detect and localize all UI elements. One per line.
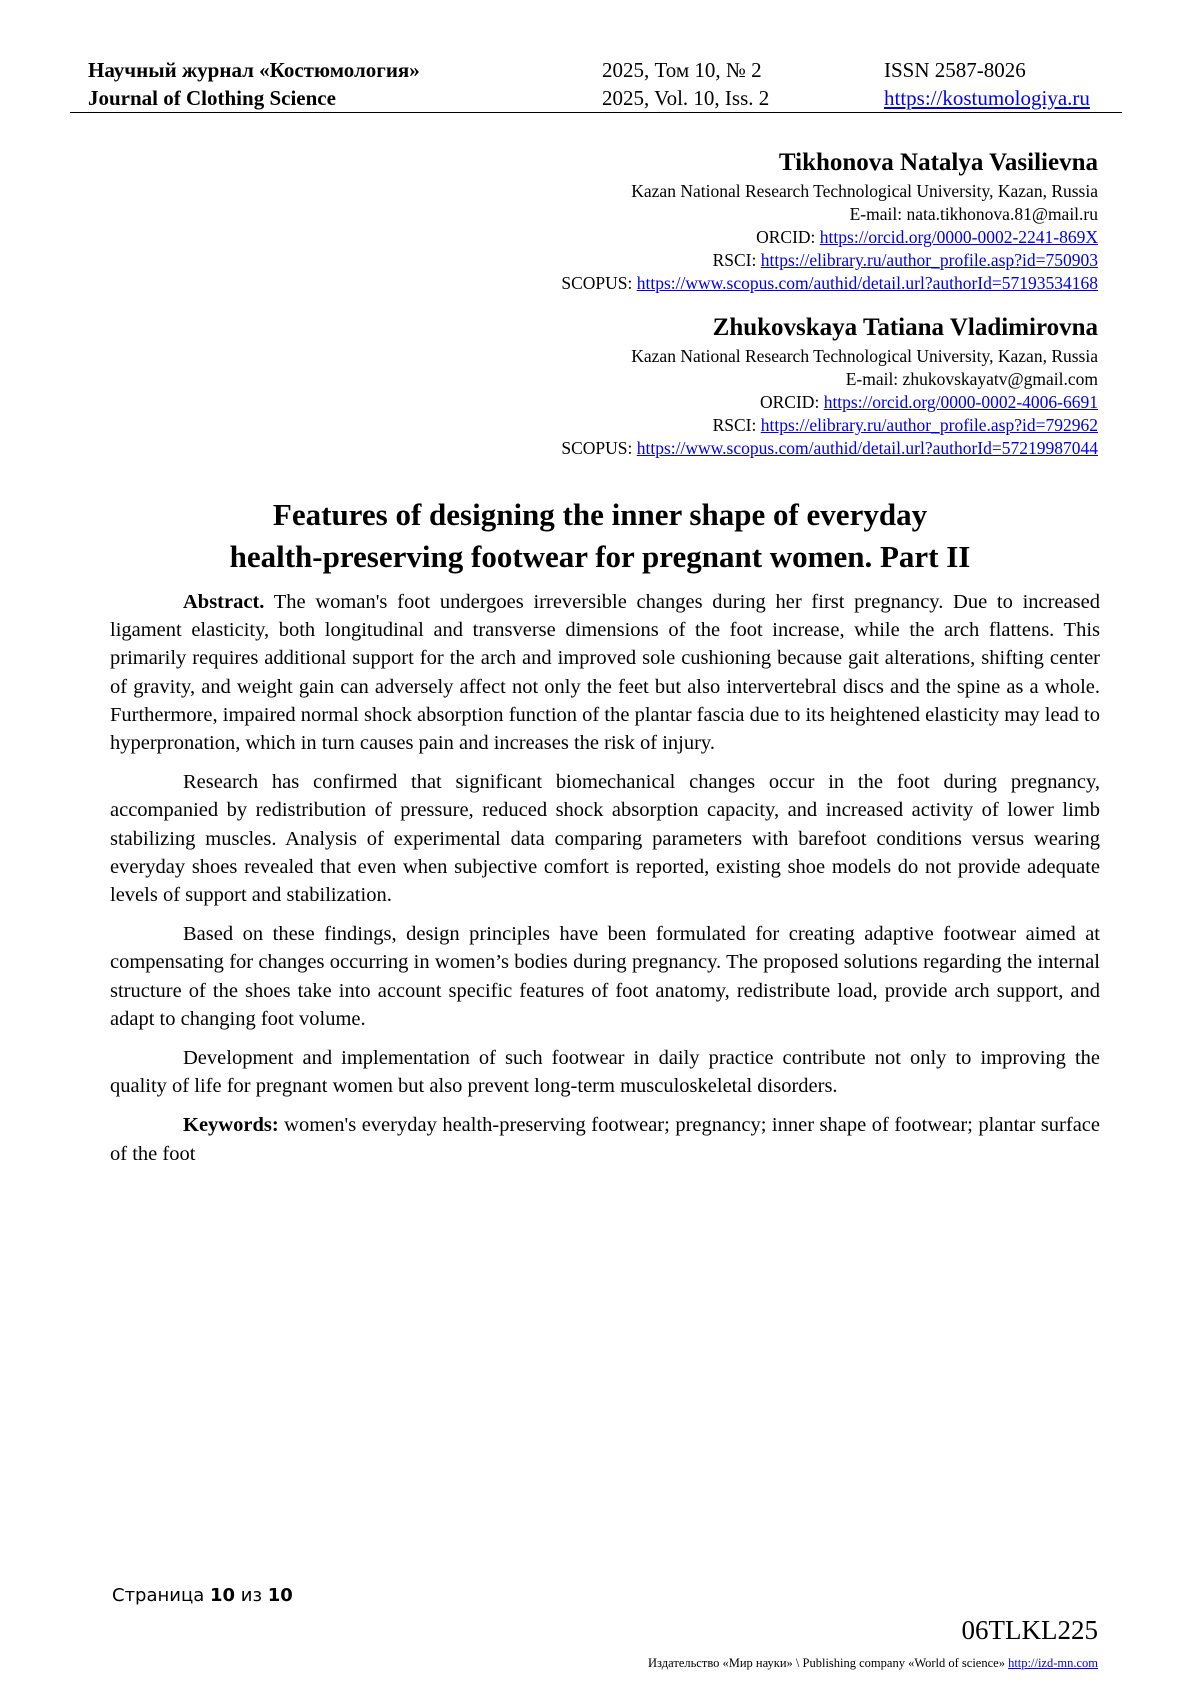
authors-block bbox=[88, 146, 1098, 476]
author-email: E-mail: zhukovskayatv@gmail.com bbox=[845, 369, 1098, 389]
author-affiliation: Kazan National Research Technological University, Kazan, Russia bbox=[631, 346, 1098, 366]
issue-ru: 2025, Том 10, № 2 bbox=[602, 58, 762, 82]
abstract-paragraph-1: Abstract. The woman's foot undergoes irreversible changes during her first pregnancy. Due to increased ligament elasticity, both longitudinal and transverse dimensions of the foot increase, while the arch flattens. This primarily requires additional support for the arch and improved sole cushioning because gait alterations, shifting center of gravity, and weight gain can adversely affect not only the feet but also intervertebral discs and the spine as a whole. Furthermore, impaired normal shock absorption function of the plantar fascia due to its heightened elasticity may lead to hyperpronation, which in turn causes pain and increases the risk of injury. bbox=[110, 591, 1100, 755]
author-scopus: SCOPUS: https://www.scopus.com/authid/detail.url?authorId=57219987044 bbox=[561, 438, 1098, 458]
abstract-paragraph-4: Development and implementation of such footwear in daily practice contribute not only to improving the quality of life for pregnant women but also prevent long-term musculoskeletal disorders. bbox=[110, 1047, 1100, 1098]
title-line-1: Features of designing the inner shape of everyday bbox=[272, 497, 928, 532]
author-rsci: RSCI: https://elibrary.ru/author_profile.asp?id=750903 bbox=[712, 250, 1098, 270]
abstract-paragraph-2: Research has confirmed that significant biomechanical changes occur in the foot during pregnancy, accompanied by redistribution of pressure, reduced shock absorption capacity, and increased activity of lower limb stabilizing muscles. Analysis of experimental data comparing parameters with barefoot conditions versus wearing everyday shoes revealed that even when subjective comfort is reported, existing shoe models do not provide adequate levels of support and stabilization. bbox=[110, 771, 1100, 907]
article-code: 06TLKL225 bbox=[961, 1615, 1098, 1645]
keywords-paragraph: Keywords: women's everyday health-preserving footwear; pregnancy; inner shape of footwear; plantar surface of the foot bbox=[110, 1114, 1100, 1165]
author-1 bbox=[88, 146, 1098, 295]
journal-name-block bbox=[88, 56, 420, 112]
journal-name-ru: Научный журнал «Костюмология» bbox=[88, 58, 420, 82]
author-email: E-mail: nata.tikhonova.81@mail.ru bbox=[849, 204, 1098, 224]
keywords-label: Keywords: bbox=[183, 1114, 279, 1137]
header-divider bbox=[70, 112, 1122, 113]
journal-name-en: Journal of Clothing Science bbox=[88, 86, 336, 110]
issue-en: 2025, Vol. 10, Iss. 2 bbox=[602, 86, 770, 110]
issn: ISSN 2587-8026 bbox=[884, 58, 1026, 82]
author-name: Tikhonova Natalya Vasilievna bbox=[778, 149, 1098, 176]
author-affiliation: Kazan National Research Technological University, Kazan, Russia bbox=[631, 181, 1098, 201]
article-title bbox=[100, 494, 1100, 578]
author-scopus: SCOPUS: https://www.scopus.com/authid/detail.url?authorId=57193534168 bbox=[561, 273, 1098, 293]
journal-header bbox=[88, 56, 1122, 112]
author-name: Zhukovskaya Tatiana Vladimirovna bbox=[712, 314, 1098, 341]
author-rsci: RSCI: https://elibrary.ru/author_profile.asp?id=792962 bbox=[712, 415, 1098, 435]
abstract-label: Abstract. bbox=[183, 591, 265, 613]
author-orcid: ORCID: https://orcid.org/0000-0002-2241-869X bbox=[756, 227, 1098, 247]
publisher-link[interactable]: http://izd-mn.com bbox=[1008, 1656, 1098, 1670]
orcid-link[interactable]: https://orcid.org/0000-0002-4006-6691 bbox=[823, 392, 1098, 412]
rsci-link[interactable]: https://elibrary.ru/author_profile.asp?id=792962 bbox=[760, 415, 1098, 435]
title-line-2: health-preserving footwear for pregnant women. Part II bbox=[229, 539, 971, 574]
issn-block bbox=[884, 56, 1090, 112]
author-2 bbox=[88, 311, 1098, 460]
journal-site-link[interactable]: https://kostumologiya.ru bbox=[884, 86, 1090, 110]
rsci-link[interactable]: https://elibrary.ru/author_profile.asp?id=750903 bbox=[760, 250, 1098, 270]
abstract-paragraph-3: Based on these findings, design principles have been formulated for creating adaptive footwear aimed at compensating for changes occurring in women’s bodies during pregnancy. The proposed solutions regarding the internal structure of the shoes take into account specific features of foot anatomy, redistribute load, provide arch support, and adapt to changing foot volume. bbox=[110, 923, 1100, 1030]
scopus-link[interactable]: https://www.scopus.com/authid/detail.url?authorId=57193534168 bbox=[636, 273, 1098, 293]
issue-block bbox=[602, 56, 769, 112]
abstract-section bbox=[110, 588, 1100, 1179]
orcid-link[interactable]: https://orcid.org/0000-0002-2241-869X bbox=[819, 227, 1098, 247]
publisher-line: Издательство «Мир науки» \ Publishing company «World of science» http://izd-mn.com bbox=[648, 1656, 1098, 1670]
scopus-link[interactable]: https://www.scopus.com/authid/detail.url?authorId=57219987044 bbox=[636, 438, 1098, 458]
page-number: Страница 10 из 10 bbox=[112, 1585, 293, 1606]
author-orcid: ORCID: https://orcid.org/0000-0002-4006-6691 bbox=[760, 392, 1098, 412]
